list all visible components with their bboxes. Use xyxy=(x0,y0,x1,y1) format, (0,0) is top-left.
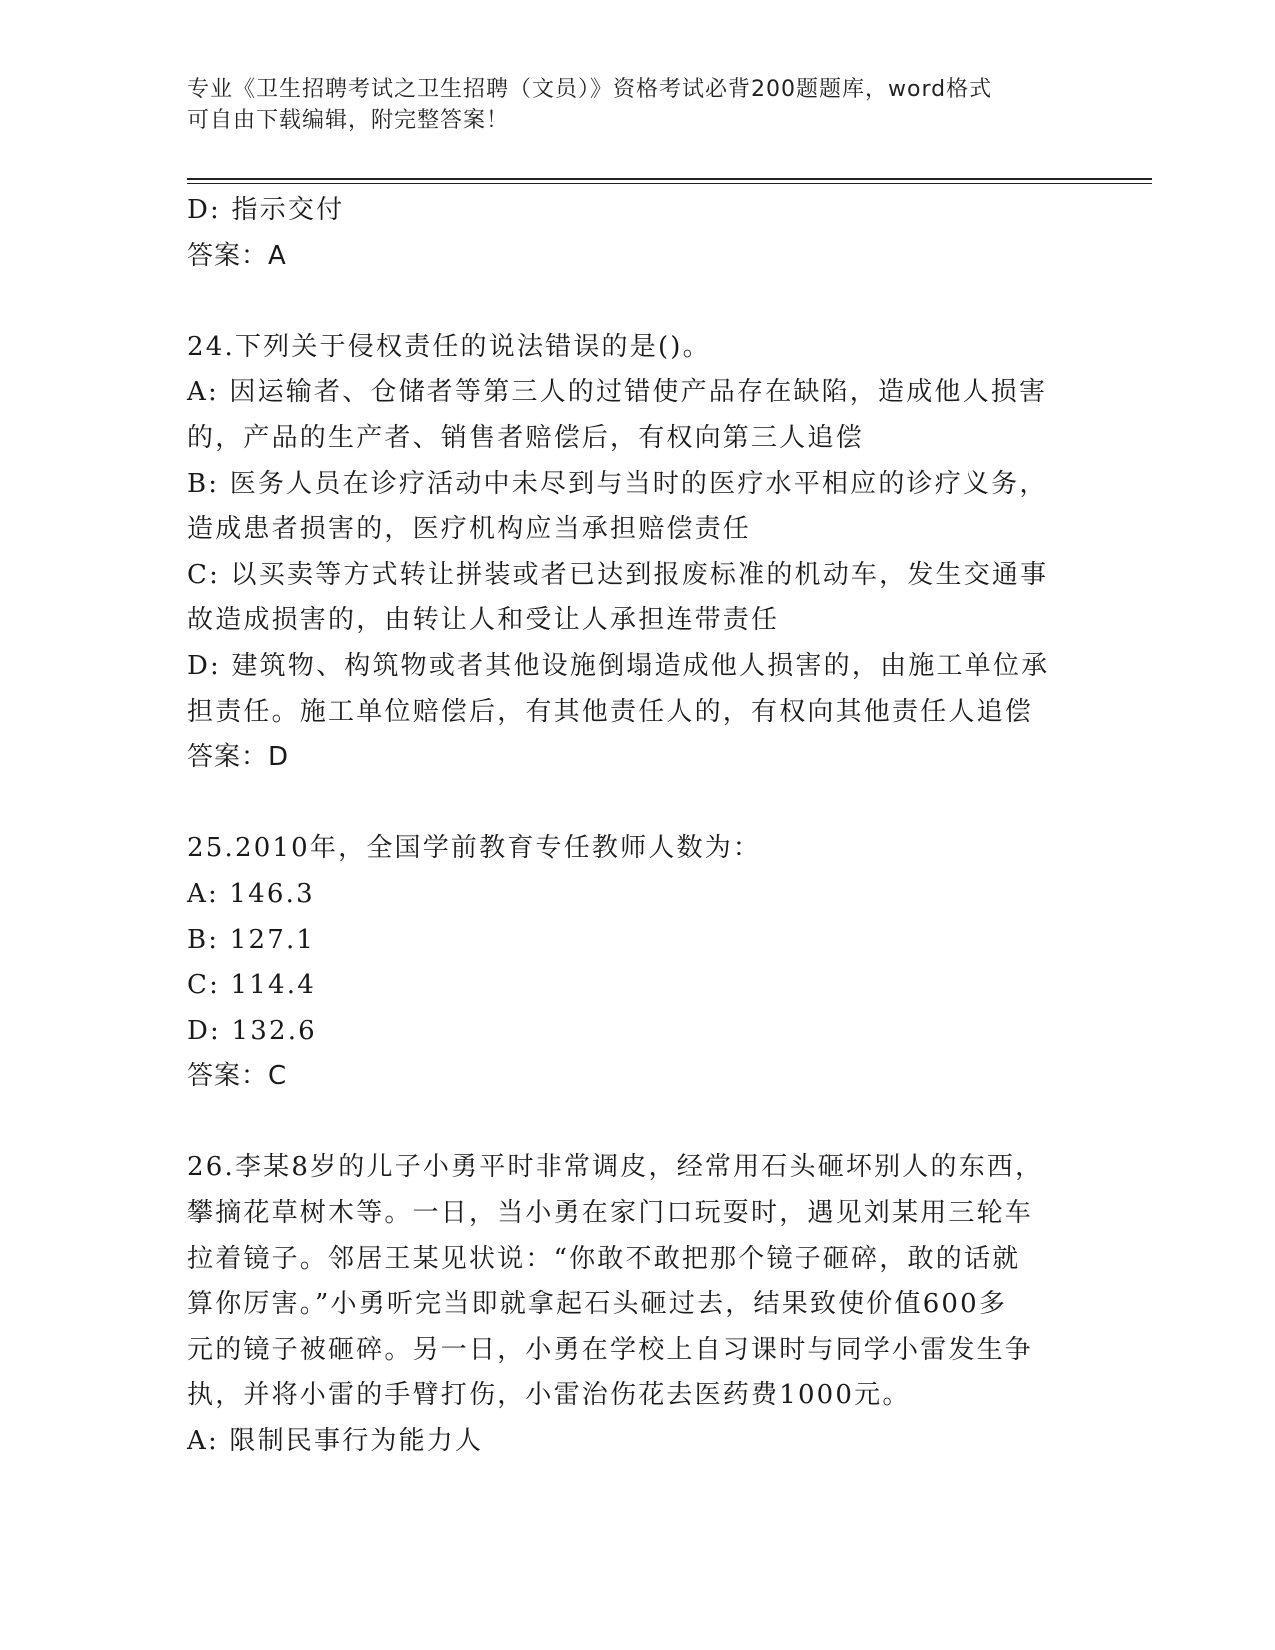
q25-option-b: B: 127.1 xyxy=(187,924,316,955)
header-line-1: 专业《卫生招聘考试之卫生招聘（文员）》资格考试必背200题题库，word格式 xyxy=(187,77,993,102)
q24-option-a-line1: A: 因运输者、仓储者等第三人的过错使产品存在缺陷，造成他人损害 xyxy=(187,377,1048,408)
q25-option-c: C: 114.4 xyxy=(187,970,316,1001)
q24-option-d-line2: 担责任。施工单位赔偿后，有其他责任人的，有权向其他责任人追偿 xyxy=(187,696,1034,727)
q24-option-d-line1: D: 建筑物、构筑物或者其他设施倒塌造成他人损害的，由施工单位承 xyxy=(187,650,1050,681)
q25-answer: 答案：C xyxy=(187,1061,288,1092)
q24-answer: 答案：D xyxy=(187,742,290,773)
q26-stem-line2: 攀摘花草树木等。一日，当小勇在家门口玩耍时，遇见刘某用三轮车 xyxy=(187,1198,1034,1229)
q25-option-d: D: 132.6 xyxy=(187,1015,317,1046)
q26-stem-line4: 算你厉害。”小勇听完当即就拿起石头砸过去，结果致使价值600多 xyxy=(187,1289,1008,1320)
q24-option-b-line2: 造成患者损害的，医疗机构应当承担赔偿责任 xyxy=(187,514,752,545)
header-divider-thin xyxy=(187,183,1152,184)
q24-stem: 24.下列关于侵权责任的说法错误的是()。 xyxy=(187,331,711,362)
spacer xyxy=(187,279,1087,325)
q24-option-b-line1: B: 医务人员在诊疗活动中未尽到与当时的医疗水平相应的诊疗义务， xyxy=(187,468,1048,499)
header-line-2: 可自由下载编辑，附完整答案！ xyxy=(187,108,510,133)
q25-stem: 25.2010年，全国学前教育专任教师人数为： xyxy=(187,833,762,864)
q26-stem-line6: 执，并将小雷的手臂打伤，小雷治伤花去医药费1000元。 xyxy=(187,1380,911,1411)
header-divider-thick xyxy=(187,178,1152,180)
q26-stem-line3: 拉着镜子。邻居王某见状说：“你敢不敢把那个镜子砸碎，敢的话就 xyxy=(187,1243,1021,1274)
q26-stem-line1: 26.李某8岁的儿子小勇平时非常调皮，经常用石头砸坏别人的东西， xyxy=(187,1152,1044,1183)
q26-stem-line5: 元的镜子被砸碎。另一日，小勇在学校上自习课时与同学小雷发生争 xyxy=(187,1334,1034,1365)
q24-option-c-line1: C: 以买卖等方式转让拼装或者已达到报废标准的机动车，发生交通事 xyxy=(187,559,1049,590)
spacer xyxy=(187,1100,1087,1146)
document-body xyxy=(187,188,1087,1465)
q24-option-c-line2: 故造成损害的，由转让人和受让人承担连带责任 xyxy=(187,605,780,636)
q24-option-a-line2: 的，产品的生产者、销售者赔偿后，有权向第三人追偿 xyxy=(187,422,864,453)
prev-answer: 答案：A xyxy=(187,240,287,271)
q25-option-a: A: 146.3 xyxy=(187,878,315,909)
prev-option-d: D: 指示交付 xyxy=(187,195,345,225)
q26-option-a: A: 限制民事行为能力人 xyxy=(187,1426,484,1457)
spacer xyxy=(187,781,1087,827)
document-header xyxy=(187,74,1067,136)
